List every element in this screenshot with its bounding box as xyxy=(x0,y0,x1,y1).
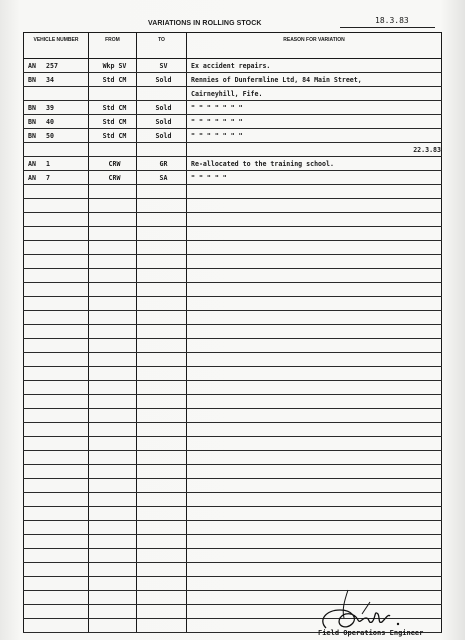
empty-cell xyxy=(24,451,89,465)
vehicle-number: 39 xyxy=(46,103,54,112)
empty-cell xyxy=(187,283,442,297)
table-row xyxy=(24,521,442,535)
empty-cell xyxy=(187,409,442,423)
from-cell: Std CM xyxy=(89,101,137,115)
empty-cell xyxy=(137,269,187,283)
empty-cell xyxy=(137,563,187,577)
table-row xyxy=(24,297,442,311)
empty-cell xyxy=(137,339,187,353)
table-row xyxy=(24,199,442,213)
empty-cell xyxy=(89,367,137,381)
empty-cell xyxy=(89,409,137,423)
from-cell: Std CM xyxy=(89,73,137,87)
reason-cell: " " " " " " " xyxy=(187,101,442,115)
from-cell: CRW xyxy=(89,157,137,171)
empty-cell xyxy=(89,283,137,297)
empty-cell xyxy=(89,619,137,633)
empty-cell xyxy=(89,269,137,283)
empty-cell xyxy=(24,549,89,563)
empty-cell xyxy=(24,269,89,283)
empty-cell xyxy=(187,297,442,311)
empty-cell xyxy=(137,395,187,409)
empty-cell xyxy=(137,367,187,381)
date-underline xyxy=(340,27,435,28)
table-row xyxy=(24,101,442,115)
from-cell xyxy=(89,143,137,157)
empty-cell xyxy=(24,591,89,605)
empty-cell xyxy=(24,339,89,353)
empty-cell xyxy=(137,199,187,213)
empty-cell xyxy=(24,493,89,507)
empty-cell xyxy=(89,437,137,451)
vehicle-class: BN xyxy=(28,75,36,84)
table-row xyxy=(24,409,442,423)
to-cell: SA xyxy=(137,171,187,185)
reason-cell: Ex accident repairs. xyxy=(187,59,442,73)
table-row xyxy=(24,241,442,255)
table-row xyxy=(24,185,442,199)
header-reason: REASON FOR VARIATION xyxy=(187,33,442,59)
vehicle-class: BN xyxy=(28,103,36,112)
reason-cell: Rennies of Dunfermline Ltd, 84 Main Street, xyxy=(187,73,442,87)
table-row xyxy=(24,73,442,87)
empty-cell xyxy=(24,185,89,199)
empty-cell xyxy=(187,339,442,353)
table-row xyxy=(24,381,442,395)
vehicle-number: 1 xyxy=(46,159,50,168)
empty-cell xyxy=(89,493,137,507)
empty-cell xyxy=(187,437,442,451)
empty-cell xyxy=(137,577,187,591)
empty-cell xyxy=(187,269,442,283)
empty-cell xyxy=(89,339,137,353)
empty-cell xyxy=(24,521,89,535)
empty-cell xyxy=(24,395,89,409)
empty-cell xyxy=(137,311,187,325)
empty-cell xyxy=(24,381,89,395)
document-date: 18.3.83 xyxy=(375,16,409,25)
empty-cell xyxy=(137,465,187,479)
table-row xyxy=(24,367,442,381)
empty-cell xyxy=(89,395,137,409)
vehicle-class: BN xyxy=(28,131,36,140)
empty-cell xyxy=(137,423,187,437)
from-cell: Wkp SV xyxy=(89,59,137,73)
from-cell: CRW xyxy=(89,171,137,185)
empty-cell xyxy=(24,199,89,213)
empty-cell xyxy=(89,577,137,591)
table-row xyxy=(24,269,442,283)
empty-cell xyxy=(89,227,137,241)
vehicle-class: AN xyxy=(28,173,36,182)
empty-cell xyxy=(187,325,442,339)
empty-cell xyxy=(187,241,442,255)
table-row xyxy=(24,227,442,241)
vehicle-number-cell xyxy=(24,73,89,87)
empty-cell xyxy=(187,549,442,563)
table-row xyxy=(24,353,442,367)
vehicle-number: 257 xyxy=(46,61,58,70)
to-cell: Sold xyxy=(137,101,187,115)
reason-cell: 22.3.83 xyxy=(187,143,442,157)
from-cell: Std CM xyxy=(89,129,137,143)
empty-cell xyxy=(24,437,89,451)
empty-cell xyxy=(137,227,187,241)
empty-cell xyxy=(187,311,442,325)
empty-cell xyxy=(137,283,187,297)
vehicle-number-cell xyxy=(24,101,89,115)
vehicle-number: 50 xyxy=(46,131,54,140)
empty-cell xyxy=(187,521,442,535)
empty-cell xyxy=(89,465,137,479)
empty-cell xyxy=(24,479,89,493)
empty-cell xyxy=(24,283,89,297)
table-row xyxy=(24,535,442,549)
to-cell xyxy=(137,87,187,101)
from-cell: Std CM xyxy=(89,115,137,129)
vehicle-number: 40 xyxy=(46,117,54,126)
vehicle-number: 34 xyxy=(46,75,54,84)
empty-cell xyxy=(24,213,89,227)
empty-cell xyxy=(24,353,89,367)
empty-cell xyxy=(137,353,187,367)
header-to: TO xyxy=(137,33,187,59)
header-vehicle-number: VEHICLE NUMBER xyxy=(24,33,89,59)
empty-cell xyxy=(137,451,187,465)
empty-cell xyxy=(24,367,89,381)
empty-cell xyxy=(137,297,187,311)
vehicle-number-cell xyxy=(24,87,89,101)
table-row xyxy=(24,563,442,577)
empty-cell xyxy=(137,437,187,451)
empty-cell xyxy=(137,241,187,255)
empty-cell xyxy=(89,311,137,325)
empty-cell xyxy=(89,185,137,199)
to-cell: Sold xyxy=(137,129,187,143)
document-title: VARIATIONS IN ROLLING STOCK xyxy=(148,20,262,27)
reason-cell: " " " " " " " xyxy=(187,115,442,129)
empty-cell xyxy=(24,465,89,479)
empty-cell xyxy=(89,381,137,395)
empty-cell xyxy=(24,297,89,311)
empty-cell xyxy=(24,577,89,591)
empty-cell xyxy=(24,255,89,269)
empty-cell xyxy=(89,199,137,213)
table-row xyxy=(24,255,442,269)
vehicle-number-cell xyxy=(24,59,89,73)
vehicle-number-cell xyxy=(24,129,89,143)
vehicle-number-cell xyxy=(24,143,89,157)
empty-cell xyxy=(187,465,442,479)
empty-cell xyxy=(187,507,442,521)
empty-cell xyxy=(137,185,187,199)
table-row xyxy=(24,171,442,185)
table-header-row xyxy=(24,33,442,59)
empty-cell xyxy=(187,563,442,577)
table-row xyxy=(24,59,442,73)
empty-cell xyxy=(89,521,137,535)
table-row xyxy=(24,143,442,157)
empty-cell xyxy=(137,493,187,507)
vehicle-number: 7 xyxy=(46,173,50,182)
empty-cell xyxy=(187,535,442,549)
empty-cell xyxy=(187,423,442,437)
table-row xyxy=(24,549,442,563)
empty-cell xyxy=(89,507,137,521)
empty-cell xyxy=(137,255,187,269)
empty-cell xyxy=(24,325,89,339)
table-row xyxy=(24,311,442,325)
table-row xyxy=(24,465,442,479)
to-cell: Sold xyxy=(137,73,187,87)
table-row xyxy=(24,479,442,493)
empty-cell xyxy=(137,507,187,521)
empty-cell xyxy=(89,591,137,605)
empty-cell xyxy=(24,619,89,633)
empty-cell xyxy=(187,213,442,227)
table-row xyxy=(24,129,442,143)
table-row xyxy=(24,451,442,465)
reason-cell: Cairneyhill, Fife. xyxy=(187,87,442,101)
to-cell: Sold xyxy=(137,115,187,129)
table-row xyxy=(24,437,442,451)
empty-cell xyxy=(89,255,137,269)
empty-cell xyxy=(24,409,89,423)
empty-cell xyxy=(187,227,442,241)
empty-cell xyxy=(137,521,187,535)
table-row xyxy=(24,283,442,297)
empty-cell xyxy=(137,213,187,227)
empty-cell xyxy=(24,311,89,325)
reason-cell: Re-allocated to the training school. xyxy=(187,157,442,171)
empty-cell xyxy=(89,535,137,549)
empty-cell xyxy=(187,185,442,199)
reason-cell: " " " " " " " xyxy=(187,129,442,143)
empty-cell xyxy=(24,605,89,619)
empty-cell xyxy=(137,591,187,605)
from-cell xyxy=(89,87,137,101)
empty-cell xyxy=(24,535,89,549)
empty-cell xyxy=(137,479,187,493)
to-cell: SV xyxy=(137,59,187,73)
vehicle-class: BN xyxy=(28,117,36,126)
vehicle-number-cell xyxy=(24,115,89,129)
empty-cell xyxy=(137,549,187,563)
table-row xyxy=(24,507,442,521)
empty-cell xyxy=(137,325,187,339)
table-row xyxy=(24,325,442,339)
rolling-stock-table xyxy=(23,32,442,633)
to-cell xyxy=(137,143,187,157)
empty-cell xyxy=(187,255,442,269)
empty-cell xyxy=(89,479,137,493)
table-row xyxy=(24,423,442,437)
vehicle-class: AN xyxy=(28,61,36,70)
empty-cell xyxy=(89,549,137,563)
vehicle-number-cell xyxy=(24,171,89,185)
empty-cell xyxy=(89,325,137,339)
empty-cell xyxy=(137,409,187,423)
empty-cell xyxy=(89,451,137,465)
vehicle-class: AN xyxy=(28,159,36,168)
header-from: FROM xyxy=(89,33,137,59)
empty-cell xyxy=(187,353,442,367)
table-row xyxy=(24,87,442,101)
empty-cell xyxy=(24,563,89,577)
to-cell: GR xyxy=(137,157,187,171)
empty-cell xyxy=(137,381,187,395)
empty-cell xyxy=(89,423,137,437)
table-row xyxy=(24,493,442,507)
empty-cell xyxy=(89,241,137,255)
signatory-title: Field Operations Engineer xyxy=(318,629,424,637)
table-row xyxy=(24,115,442,129)
empty-cell xyxy=(187,381,442,395)
signature-image xyxy=(318,588,410,632)
reason-cell: " " " " " xyxy=(187,171,442,185)
empty-cell xyxy=(24,227,89,241)
empty-cell xyxy=(24,241,89,255)
empty-cell xyxy=(24,423,89,437)
table-row xyxy=(24,395,442,409)
empty-cell xyxy=(89,353,137,367)
empty-cell xyxy=(187,199,442,213)
empty-cell xyxy=(187,367,442,381)
empty-cell xyxy=(89,297,137,311)
empty-cell xyxy=(187,479,442,493)
table-row xyxy=(24,157,442,171)
empty-cell xyxy=(187,493,442,507)
empty-cell xyxy=(137,605,187,619)
table-row xyxy=(24,339,442,353)
empty-cell xyxy=(137,619,187,633)
empty-cell xyxy=(89,213,137,227)
table-row xyxy=(24,213,442,227)
empty-cell xyxy=(89,563,137,577)
empty-cell xyxy=(187,395,442,409)
empty-cell xyxy=(187,451,442,465)
empty-cell xyxy=(137,535,187,549)
empty-cell xyxy=(89,605,137,619)
vehicle-number-cell xyxy=(24,157,89,171)
empty-cell xyxy=(24,507,89,521)
